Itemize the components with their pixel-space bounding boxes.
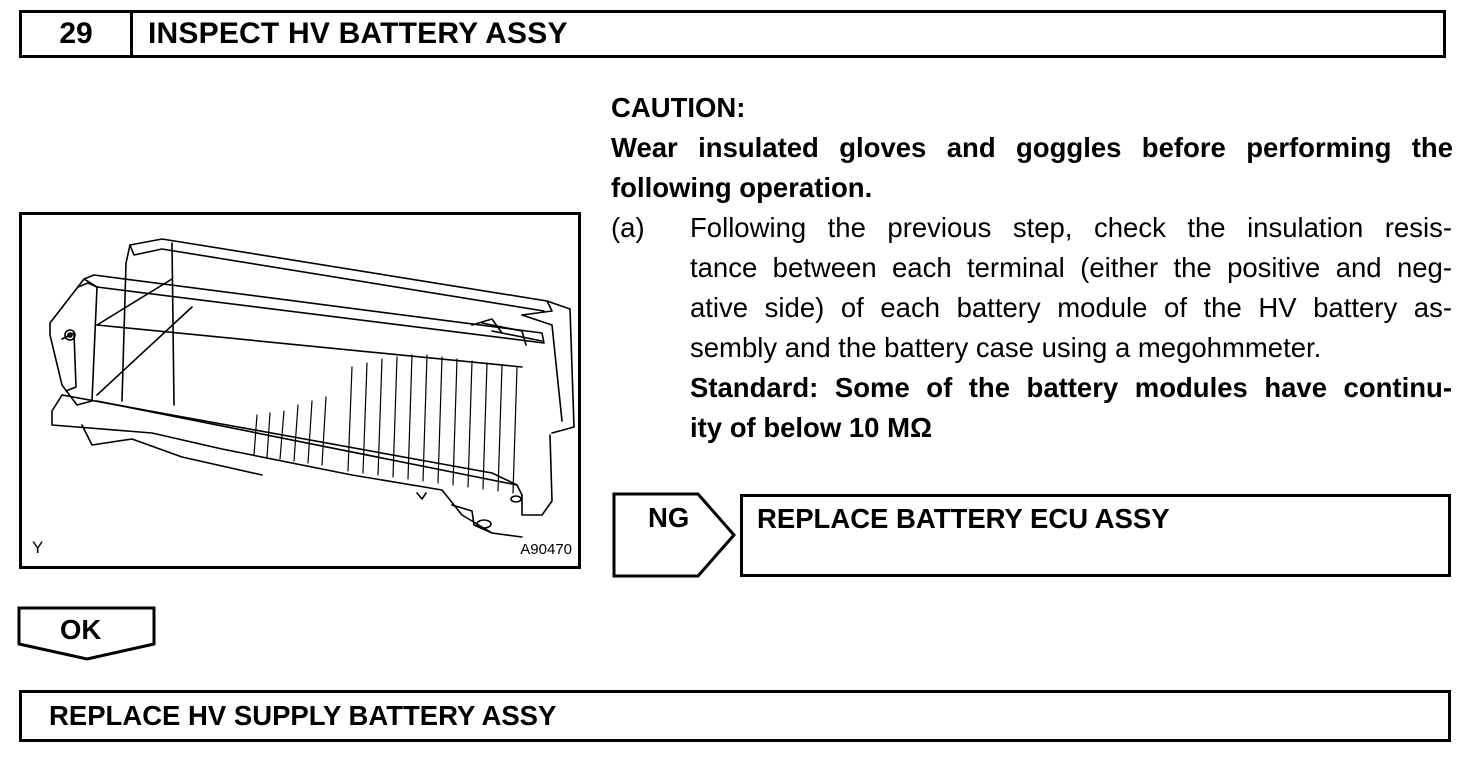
ok-result-text: REPLACE HV SUPPLY BATTERY ASSY — [49, 700, 557, 731]
standard-line: ity of below 10 MΩ — [690, 412, 933, 443]
instruction-line: ative side) of each battery module of the HV battery as- — [690, 292, 1452, 323]
battery-illustration — [19, 212, 581, 569]
instruction-line: sembly and the battery case using a megohmmeter. — [690, 332, 1322, 363]
ok-result-box — [19, 690, 1451, 742]
step-number: 29 — [22, 13, 133, 55]
ng-result-text: REPLACE BATTERY ECU ASSY — [757, 503, 1170, 534]
ng-branch-arrow — [612, 492, 738, 578]
item-marker: (a) — [611, 212, 645, 243]
caution-line-2: following operation. — [611, 172, 873, 203]
caution-heading: CAUTION: — [611, 92, 746, 123]
instruction-line: Following the previous step, check the insulation resis- — [690, 212, 1452, 243]
ok-label: OK — [60, 614, 102, 645]
figure-view-label: Y — [32, 538, 44, 557]
figure-code: A90470 — [520, 541, 572, 558]
caution-block — [611, 88, 1453, 208]
standard-line: Standard: Some of the battery modules have continu- — [690, 372, 1452, 403]
step-title: INSPECT HV BATTERY ASSY — [148, 17, 568, 50]
ng-label: NG — [648, 502, 690, 533]
step-header — [19, 10, 1446, 58]
ng-result-box — [740, 494, 1451, 577]
caution-line-1: Wear insulated gloves and goggles before performing the — [611, 132, 1453, 163]
ok-branch-arrow — [17, 606, 157, 662]
instruction-line: tance between each terminal (either the positive and neg- — [690, 252, 1452, 283]
instruction-text — [690, 208, 1452, 448]
hv-battery-drawing — [22, 215, 578, 566]
